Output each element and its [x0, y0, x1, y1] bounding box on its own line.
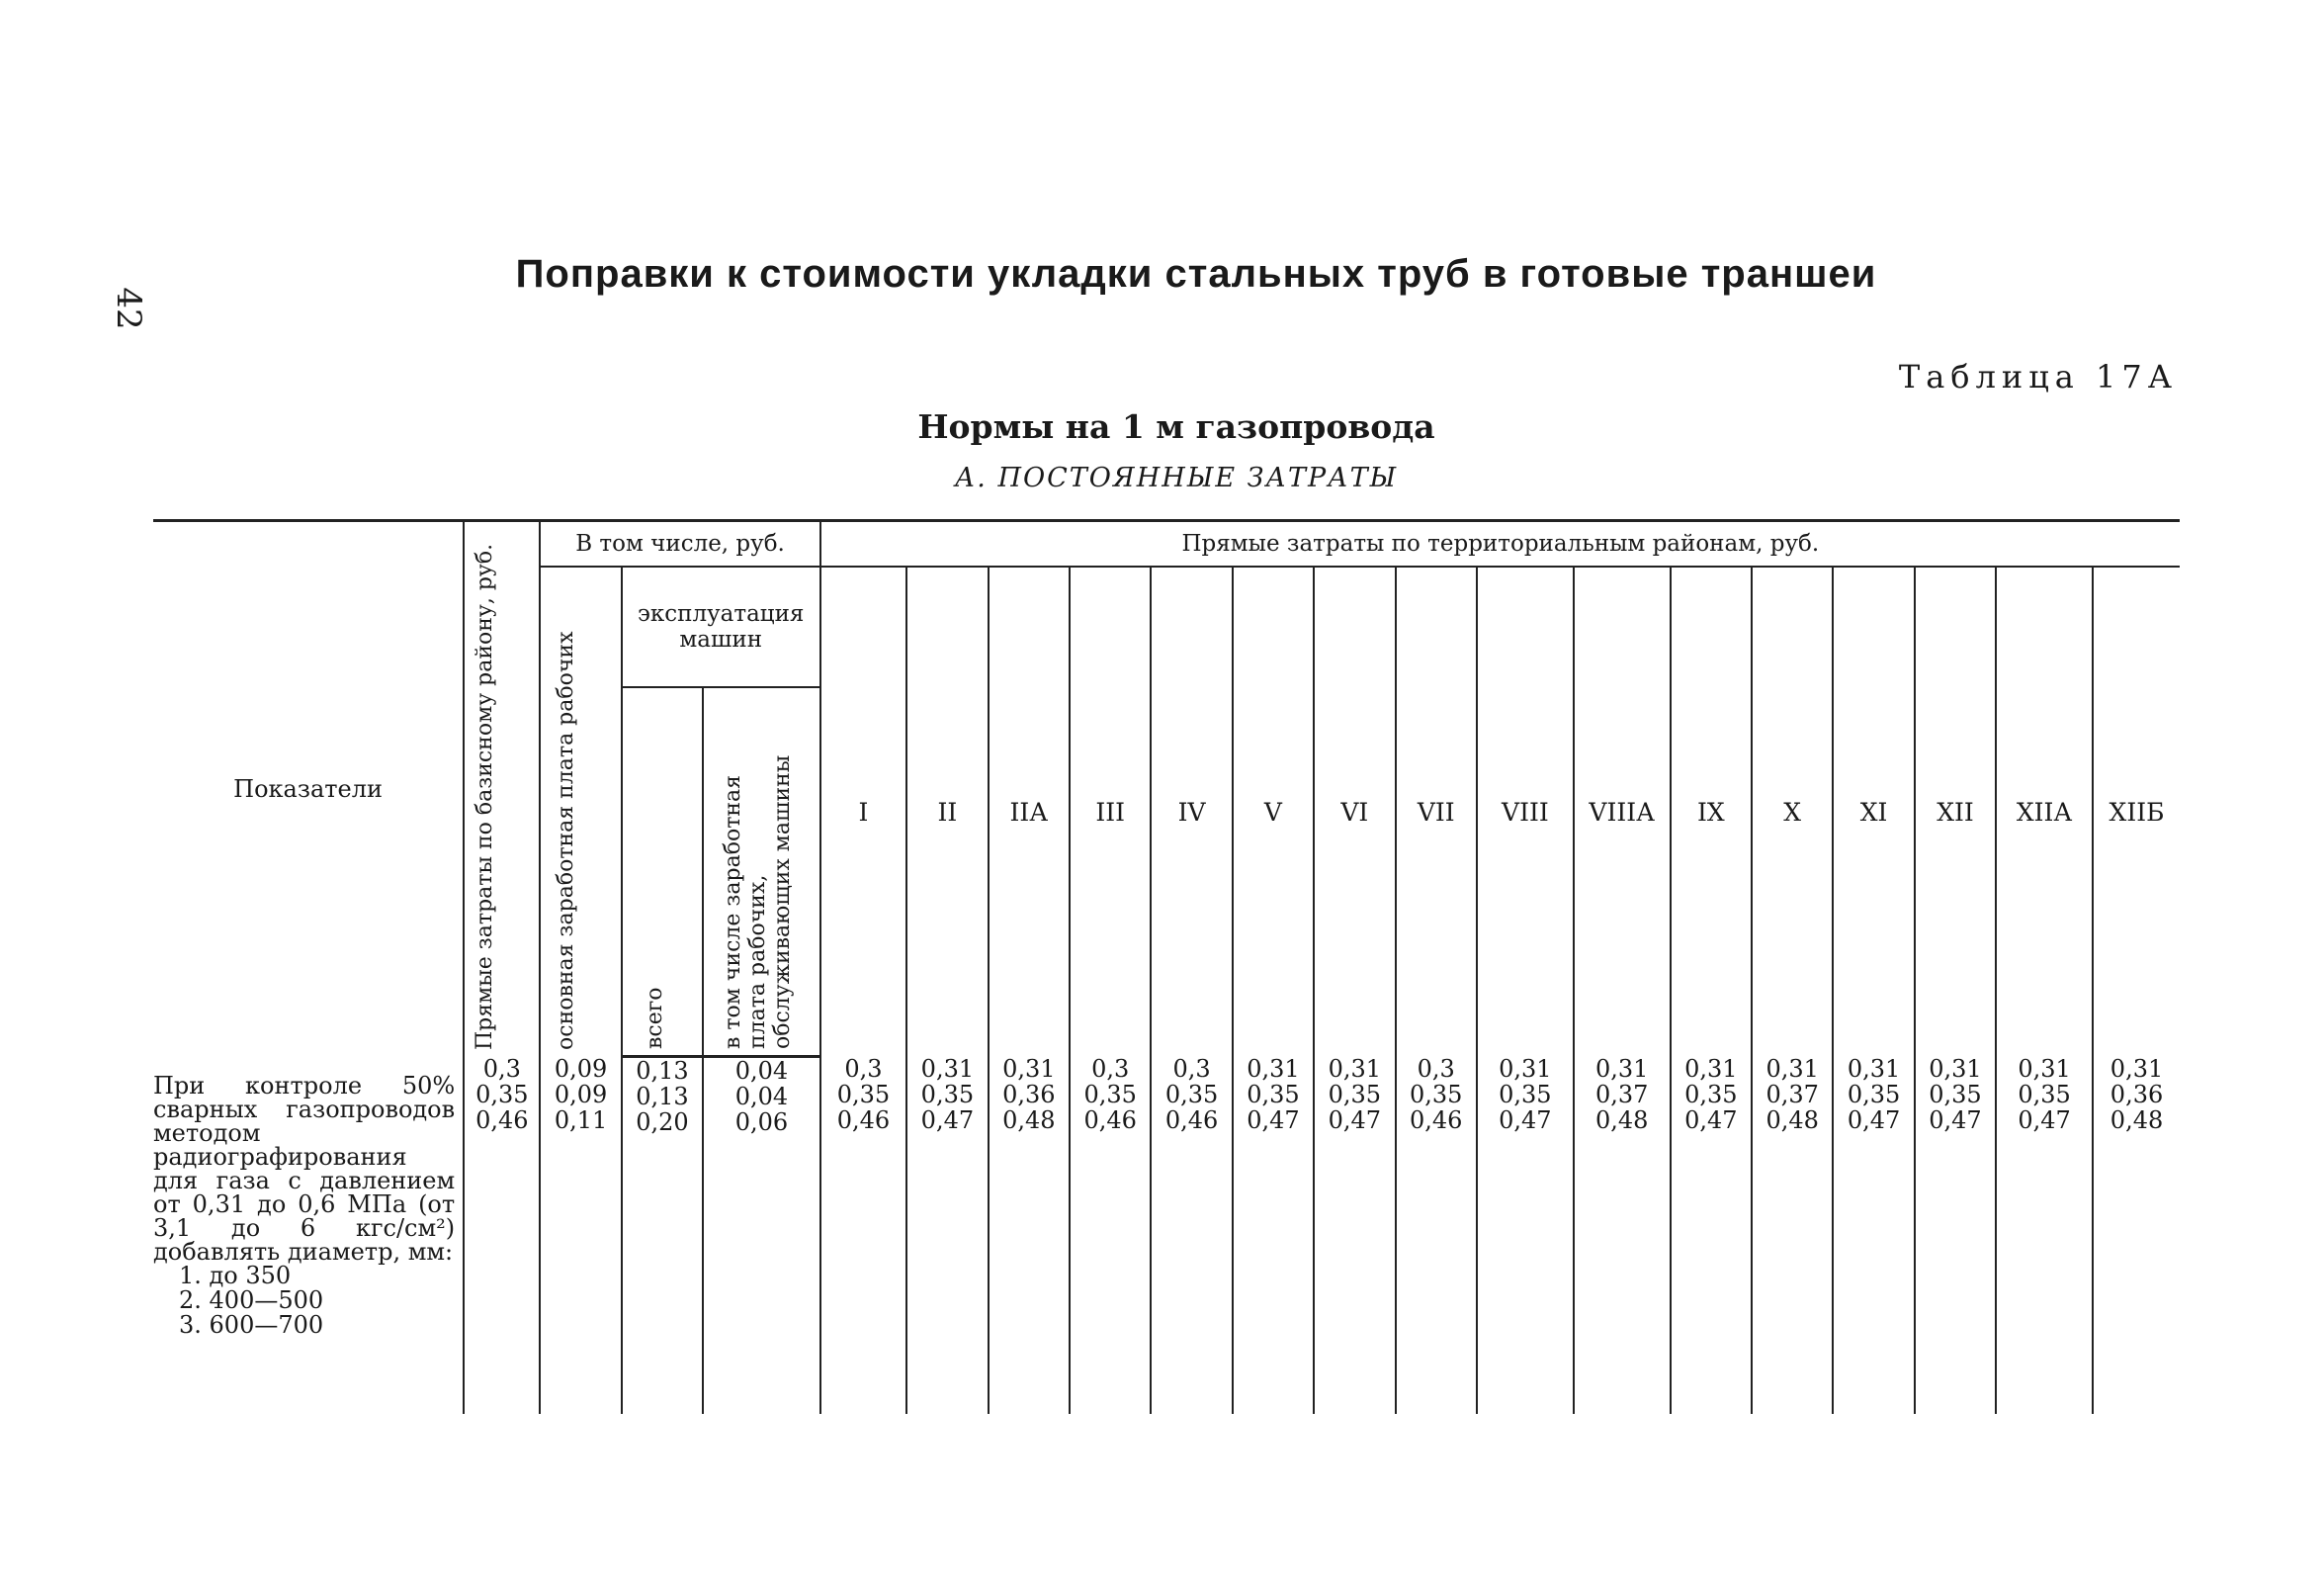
- machine-operation-header: эксплуатация машин: [622, 567, 820, 687]
- region-header: VI: [1314, 567, 1395, 1056]
- row-description: При контроле 50% сварных газопроводов методом радиографирования для газа с давлением от 0,31 до 0,6 МПа (от 3,1 до 6 кгс/см²) добавлять диаметр, мм:: [153, 1072, 456, 1266]
- region-values: [2093, 1056, 2180, 1414]
- cell-value: 0,09: [554, 1081, 608, 1108]
- machine-wages-header-label: в том числе заработная плата рабочих, обслуживающих машины: [721, 754, 796, 1049]
- cell-value: 0,04: [734, 1082, 789, 1110]
- region-header: III: [1070, 567, 1151, 1056]
- list-item: 2. 400—500: [179, 1286, 324, 1314]
- cell-value: 0,31: [1929, 1055, 1982, 1083]
- region-header: IX: [1671, 567, 1752, 1056]
- cell-value: 0,31: [1847, 1055, 1901, 1083]
- cell-value: 0,47: [1929, 1106, 1982, 1134]
- norms-title: Нормы на 1 м газопровода: [917, 407, 1435, 446]
- region-header: IV: [1151, 567, 1232, 1056]
- cell-value: 0,47: [920, 1106, 975, 1134]
- cell-value: 0,31: [1765, 1055, 1819, 1083]
- region-header: IIА: [989, 567, 1070, 1056]
- list-item: 1. до 350: [179, 1262, 292, 1289]
- cell-value: 0,35: [1328, 1081, 1382, 1108]
- page-title: Поправки к стоимости укладки стальных труб в готовые траншеи: [515, 252, 1877, 296]
- region-header: XIIБ: [2093, 567, 2180, 1056]
- cell-value: 0,35: [1164, 1081, 1219, 1108]
- cell-value: 0,35: [1247, 1081, 1300, 1108]
- cell-value: 0,37: [1765, 1081, 1819, 1108]
- cell-value: 0,48: [1594, 1106, 1649, 1134]
- cell-value: 0,3: [1417, 1055, 1455, 1083]
- cell-value: 0,48: [2109, 1106, 2164, 1134]
- region-values: [1477, 1056, 1574, 1414]
- indicators-header: Показатели: [233, 775, 383, 803]
- diameter-list: [153, 1264, 463, 1338]
- machine-wages-values: [703, 1056, 819, 1414]
- region-header: XI: [1833, 567, 1914, 1056]
- cell-value: 0,47: [1247, 1106, 1300, 1134]
- cell-value: 0,20: [636, 1107, 689, 1136]
- list-item: 3. 600—700: [179, 1311, 324, 1339]
- table-row: [153, 1056, 2180, 1414]
- cell-value: 0,31: [1247, 1055, 1300, 1083]
- cell-value: 0,31: [2109, 1055, 2164, 1083]
- cell-value: 0,47: [1328, 1106, 1382, 1134]
- region-values: [1070, 1056, 1151, 1414]
- cell-value: 0,48: [1002, 1106, 1056, 1134]
- cell-value: 0,13: [636, 1056, 689, 1085]
- region-values: [1915, 1056, 1996, 1414]
- wages-header: [540, 567, 621, 1056]
- region-values: [1752, 1056, 1833, 1414]
- cell-value: 0,35: [1684, 1081, 1738, 1108]
- cell-value: 0,31: [920, 1055, 975, 1083]
- region-values: [1996, 1056, 2093, 1414]
- region-values: [1151, 1056, 1232, 1414]
- region-header: X: [1752, 567, 1833, 1056]
- cell-value: 0,46: [1083, 1106, 1137, 1134]
- cell-value: 0,46: [836, 1106, 891, 1134]
- regional-header: Прямые затраты по территориальным районам, руб.: [820, 521, 2180, 568]
- section-title: А. ПОСТОЯННЫЕ ЗАТРАТЫ: [954, 463, 1399, 493]
- region-header: XIIА: [1996, 567, 2093, 1056]
- cell-value: 0,31: [2018, 1055, 2071, 1083]
- base-cost-values: [464, 1056, 540, 1414]
- region-header: VII: [1396, 567, 1477, 1056]
- base-cost-header-label: Прямые затраты по базисному району, руб.: [472, 543, 497, 1050]
- cell-value: 0,3: [844, 1055, 883, 1083]
- cell-value: 0,47: [2018, 1106, 2071, 1134]
- region-header: VIII: [1477, 567, 1574, 1056]
- norms-table: [153, 519, 2180, 1414]
- machine-total-header-label: всего: [642, 987, 667, 1049]
- region-values: [1574, 1056, 1671, 1414]
- cell-value: 0,35: [1410, 1081, 1463, 1108]
- machine-total-values: [622, 1056, 703, 1414]
- including-header: В том числе, руб.: [540, 521, 819, 568]
- cell-value: 0,35: [1929, 1081, 1982, 1108]
- cell-value: 0,36: [2109, 1081, 2164, 1108]
- cell-value: 0,06: [734, 1107, 789, 1136]
- cell-value: 0,35: [920, 1081, 975, 1108]
- cell-value: 0,46: [1410, 1106, 1463, 1134]
- wages-values: [540, 1056, 621, 1414]
- machine-wages-header: [703, 687, 819, 1056]
- cell-value: 0,09: [554, 1055, 608, 1083]
- cell-value: 0,35: [1847, 1081, 1901, 1108]
- cell-value: 0,11: [554, 1106, 608, 1134]
- cell-value: 0,04: [734, 1056, 789, 1085]
- cell-value: 0,31: [1328, 1055, 1382, 1083]
- cell-value: 0,37: [1594, 1081, 1649, 1108]
- base-cost-header: [464, 521, 540, 1057]
- cell-value: 0,47: [1847, 1106, 1901, 1134]
- region-values: [906, 1056, 988, 1414]
- cell-value: 0,35: [2018, 1081, 2071, 1108]
- cell-value: 0,48: [1765, 1106, 1819, 1134]
- page-number: 42: [109, 287, 148, 330]
- cell-value: 0,31: [1594, 1055, 1649, 1083]
- cell-value: 0,46: [1164, 1106, 1219, 1134]
- cell-value: 0,31: [1002, 1055, 1056, 1083]
- region-values: [820, 1056, 907, 1414]
- region-values: [1396, 1056, 1477, 1414]
- cell-value: 0,36: [1002, 1081, 1056, 1108]
- cell-value: 0,13: [636, 1082, 689, 1110]
- region-header: VIIIА: [1574, 567, 1671, 1056]
- cell-value: 0,35: [1499, 1081, 1552, 1108]
- table-label: Таблица 17А: [1898, 358, 2178, 396]
- region-header: II: [906, 567, 988, 1056]
- row-indicator: [153, 1056, 464, 1414]
- cell-value: 0,47: [1684, 1106, 1738, 1134]
- cell-value: 0,35: [836, 1081, 891, 1108]
- cell-value: 0,31: [1499, 1055, 1552, 1083]
- wages-header-label: основная заработная плата рабочих: [553, 631, 578, 1050]
- cell-value: 0,3: [482, 1055, 521, 1083]
- region-header: I: [820, 567, 907, 1056]
- cell-value: 0,35: [475, 1081, 529, 1108]
- cell-value: 0,35: [1083, 1081, 1137, 1108]
- cell-value: 0,31: [1684, 1055, 1738, 1083]
- region-header: V: [1233, 567, 1314, 1056]
- region-values: [1671, 1056, 1752, 1414]
- region-values: [989, 1056, 1070, 1414]
- cell-value: 0,47: [1499, 1106, 1552, 1134]
- region-header: XII: [1915, 567, 1996, 1056]
- cell-value: 0,3: [1172, 1055, 1211, 1083]
- cell-value: 0,46: [475, 1106, 529, 1134]
- region-values: [1233, 1056, 1314, 1414]
- cell-value: 0,3: [1091, 1055, 1130, 1083]
- region-values: [1833, 1056, 1914, 1414]
- region-values: [1314, 1056, 1395, 1414]
- machine-total-header: [622, 687, 703, 1056]
